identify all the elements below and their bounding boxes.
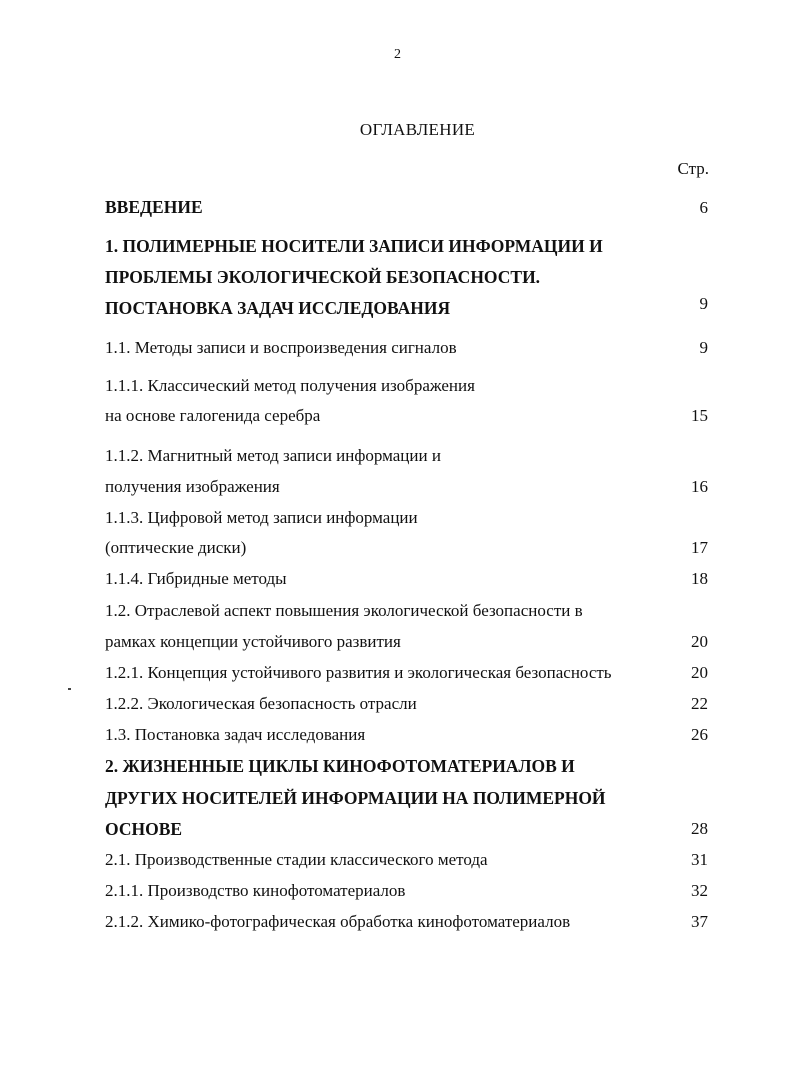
toc-entry-page: 20 (691, 632, 708, 651)
toc-entry-line: ОСНОВЕ (105, 819, 183, 839)
toc-entry-line: 2. ЖИЗНЕННЫЕ ЦИКЛЫ КИНОФОТОМАТЕРИАЛОВ И (105, 756, 575, 776)
toc-entry-line: 1.1.3. Цифровой метод записи информации (105, 508, 418, 527)
scan-speck (68, 688, 71, 690)
toc-entry-page: 9 (699, 338, 708, 357)
toc-entry-page: 15 (691, 406, 708, 425)
toc-entry-line: 1.1.4. Гибридные методы (105, 569, 287, 588)
page-column-header: Стр. (677, 159, 709, 178)
toc-entry-line: ДРУГИХ НОСИТЕЛЕЙ ИНФОРМАЦИИ НА ПОЛИМЕРНОЙ (105, 788, 606, 808)
toc-entry-page: 26 (691, 725, 708, 744)
toc-entry-line: на основе галогенида серебра (105, 406, 321, 425)
toc-entry-line: 1.2.2. Экологическая безопасность отрасли (105, 694, 417, 713)
toc-entry-line: ПОСТАНОВКА ЗАДАЧ ИССЛЕДОВАНИЯ (105, 298, 451, 318)
toc-entry-line: ПРОБЛЕМЫ ЭКОЛОГИЧЕСКОЙ БЕЗОПАСНОСТИ. (105, 267, 541, 287)
toc-entry-page: 32 (691, 881, 708, 900)
toc-entry-line: 1. ПОЛИМЕРНЫЕ НОСИТЕЛИ ЗАПИСИ ИНФОРМАЦИИ И (105, 236, 603, 256)
toc-entry-line: 1.1.2. Магнитный метод записи информации и (105, 446, 441, 465)
toc-entry-line: ВВЕДЕНИЕ (105, 197, 203, 217)
toc-entry-line: 1.1.1. Классический метод получения изображения (105, 376, 475, 395)
toc-entry-page: 18 (691, 569, 708, 588)
toc-entry-page: 6 (699, 198, 708, 217)
toc-entry-line: 1.2. Отраслевой аспект повышения экологической безопасности в (105, 601, 583, 620)
toc-entry-page: 37 (691, 912, 708, 931)
toc-title: ОГЛАВЛЕНИЕ (359, 120, 476, 139)
toc-entry-line: 1.3. Постановка задач исследования (105, 725, 366, 744)
toc-entry-line: 1.2.1. Концепция устойчивого развития и экологическая безопасность (105, 663, 612, 682)
toc-entry-page: 28 (691, 819, 708, 838)
toc-entry-page: 22 (691, 694, 708, 713)
toc-entry-line: получения изображения (105, 477, 280, 496)
toc-entry-line: рамках концепции устойчивого развития (105, 632, 401, 651)
toc-entry-page: 31 (691, 850, 708, 869)
toc-entry-line: 2.1.1. Производство кинофотоматериалов (105, 881, 406, 900)
page-number: 2 (394, 47, 401, 62)
toc-entry-line: (оптические диски) (105, 538, 247, 557)
toc-entry-line: 2.1.2. Химико-фотографическая обработка кинофотоматериалов (105, 912, 571, 931)
toc-entry-page: 16 (691, 477, 708, 496)
toc-entry-page: 9 (699, 294, 708, 313)
toc-entry-line: 2.1. Производственные стадии классического метода (105, 850, 488, 869)
toc-entry-page: 17 (691, 538, 708, 557)
toc-entry-page: 20 (691, 663, 708, 682)
toc-entry-line: 1.1. Методы записи и воспроизведения сигналов (105, 338, 457, 357)
